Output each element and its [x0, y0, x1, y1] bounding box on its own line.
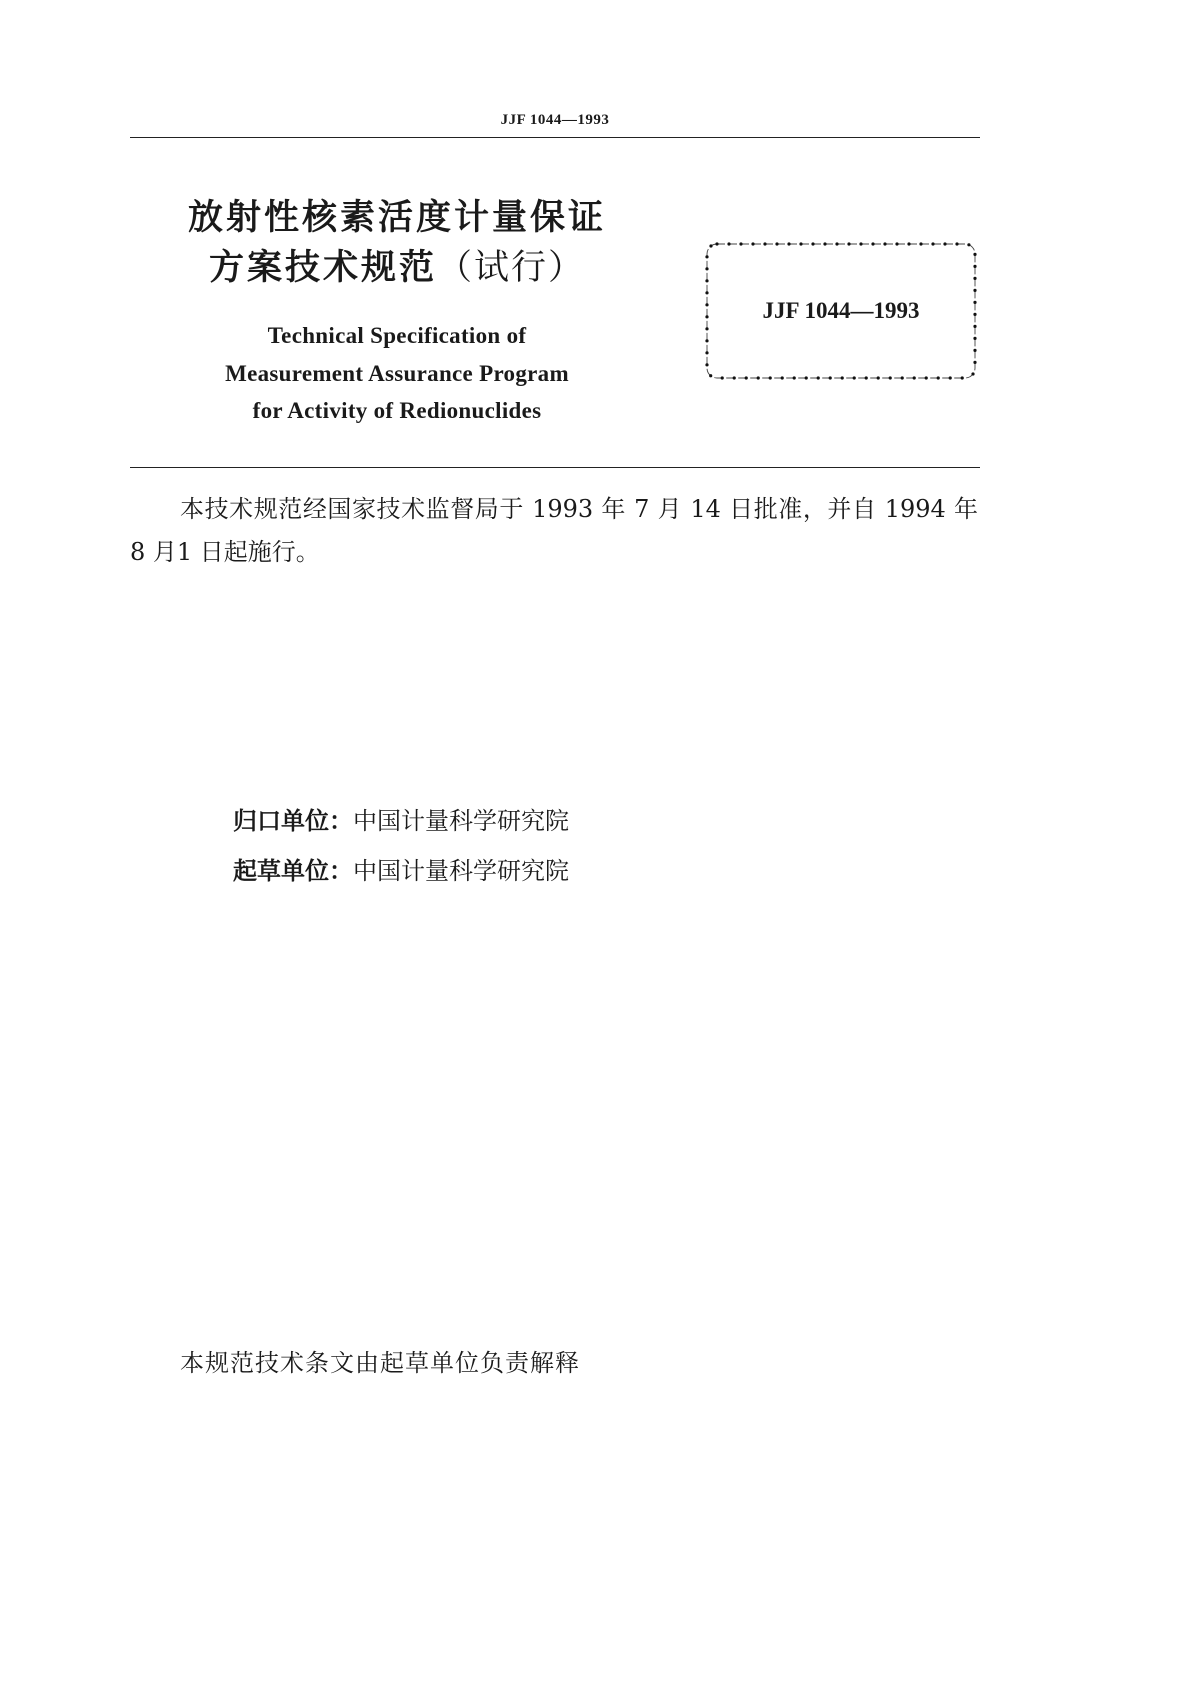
english-title-line-1: Technical Specification of [267, 323, 527, 348]
chinese-title-trial: （试行） [437, 248, 586, 288]
approval-text-line-2: 8 月1 日起施行。 [130, 538, 320, 566]
interpretation-note: 本规范技术条文由起草单位负责解释 [180, 1349, 580, 1377]
responsible-unit-label: 归口单位： [233, 807, 353, 835]
responsible-unit-row [233, 806, 569, 836]
chinese-title-main: 方案技术规范 [208, 248, 437, 288]
badge-code-text: JJF 1044—1993 [762, 298, 920, 323]
middle-rule [130, 467, 980, 468]
approval-text-line-1: 本技术规范经国家技术监督局于 1993 年 7 月 14 日批准，并自 1994 年 [180, 495, 978, 523]
responsible-unit-value: 中国计量科学研究院 [353, 807, 569, 835]
standard-code-badge [704, 241, 978, 381]
english-title-line-3: for Activity of Redionuclides [252, 398, 542, 423]
drafting-unit-value: 中国计量科学研究院 [353, 857, 569, 885]
running-header-code: JJF 1044—1993 [500, 112, 610, 128]
english-title-line-2: Measurement Assurance Program [225, 361, 569, 386]
drafting-unit-label: 起草单位： [233, 857, 353, 885]
top-rule [130, 137, 980, 138]
chinese-title-line-2 [130, 248, 664, 288]
drafting-unit-row [233, 856, 569, 886]
chinese-title-line-1: 放射性核素活度计量保证 [187, 198, 606, 238]
